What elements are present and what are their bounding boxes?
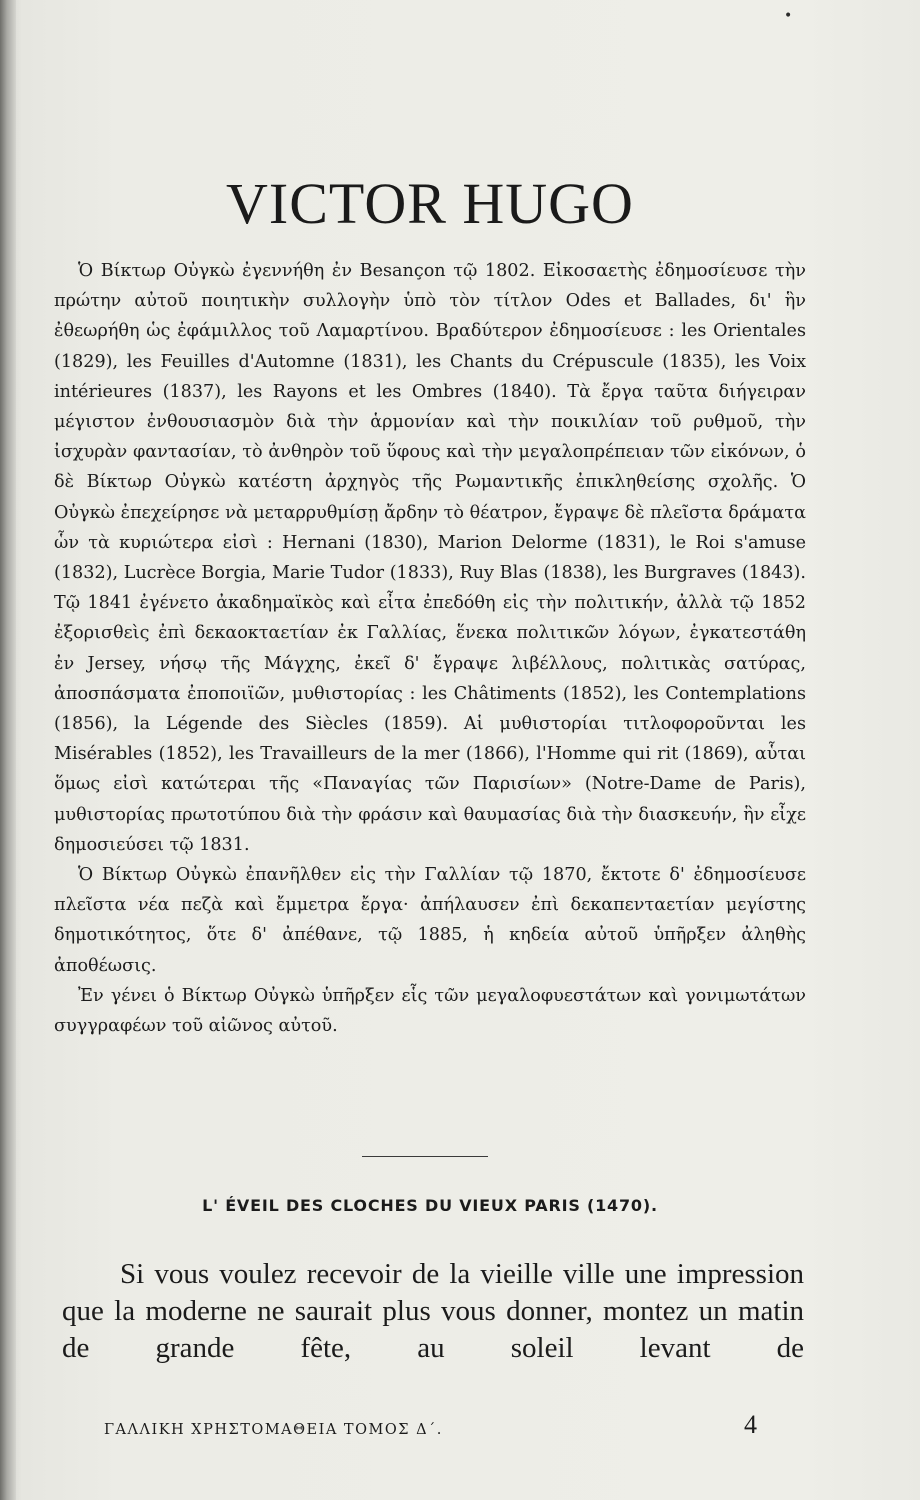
section-heading: L' ÉVEIL DES CLOCHES DU VIEUX PARIS (1470).	[202, 1196, 658, 1215]
page-number: 4	[744, 1410, 757, 1439]
biography-paragraph: Ὁ Βίκτωρ Οὐγκὼ ἐγεννήθη ἐν Besançon τῷ 1802. Εἰκοσαετὴς ἐδημοσίευσε τὴν πρώτην αὐτοῦ ποιητικὴν συλλογὴν ὑπὸ τὸν τίτλον Odes et Ballades, δι' ἣν ἐθεωρήθη ὡς ἐφάμιλλος τοῦ Λαμαρτίνου. Βραδύτερον ἐδημοσίευσε : les Orientales (1829), les Feuilles d'Automne (1831), les Chants du Crépuscule (1835), les Voix intérieures (1837), les Rayons et les Ombres (1840). Τὰ ἔργα ταῦτα διήγειραν μέγιστον ἐνθουσιασμὸν διὰ τὴν ἁρμονίαν καὶ τὴν ποικιλίαν τοῦ ρυθμοῦ, τὴν ἰσχυρὰν φαντασίαν, τὸ ἀνθηρὸν τοῦ ὕφους καὶ τὴν μεγαλοπρέπειαν τῶν εἰκόνων, ὁ δὲ Βίκτωρ Οὐγκὼ κατέστη ἀρχηγὸς τῆς Ρωμαντικῆς ἐπικληθείσης σχολῆς. Ὁ Οὐγκὼ ἐπεχείρησε νὰ μεταρρυθμίσῃ ἄρδην τὸ θέατρον, ἔγραψε δὲ πλεῖστα δράματα ὧν τὰ κυριώτερα εἰσὶ : Hernani (1830), Marion Delorme (1831), le Roi s'amuse (1832), Lucrèce Borgia, Marie Tudor (1833), Ruy Blas (1838), les Burgraves (1843). Τῷ 1841 ἐγένετο ἀκαδημαϊκὸς καὶ εἶτα ἐπεδόθη εἰς τὴν πολιτικήν, ἀλλὰ τῷ 1852 ἐξορισθεὶς ἐπὶ δεκαοκταετίαν ἐκ Γαλλίας, ἕνεκα πολιτικῶν λόγων, ἐγκατεστάθη ἐν Jersey, νήσῳ τῆς Μάγχης, ἐκεῖ δ' ἔγραψε λιβέλλους, πολιτικὰς σατύρας, ἀποσπάσματα ἐποποιϊῶν, μυθιστορίας : les Châtiments (1852), les Contemplations (1856), la Légende des Siècles (1859). Αἱ μυθιστορίαι τιτλοφοροῦνται les Misérables (1852), les Travailleurs de la mer (1866), l'Homme qui rit (1869), αὗται ὅμως εἰσὶ κατώτεραι τῆς «Παναγίας τῶν Παρισίων» (Notre-Dame de Paris), μυθιστορίας πρωτοτύπου διὰ τὴν φράσιν καὶ θαυμασίας διὰ τὴν διασκευήν, ἣν εἶχε δημοσιεύσει τῷ 1831.	[54, 261, 806, 855]
running-footer: ΓΑΛΛΙΚΗ ΧΡΗΣΤΟΜΑΘΕΙΑ ΤΟΜΟΣ Δ΄.	[104, 1422, 443, 1438]
biography-text	[54, 256, 806, 1041]
corner-mark: •	[784, 8, 793, 24]
section-divider	[362, 1156, 488, 1157]
biography-paragraph: Ἐν γένει ὁ Βίκτωρ Οὐγκὼ ὑπῆρξεν εἷς τῶν μεγαλοφυεστάτων καὶ γονιμωτάτων συγγραφέων τοῦ αἰῶνος αὐτοῦ.	[54, 985, 806, 1037]
biography-paragraph: Ὁ Βίκτωρ Οὐγκὼ ἐπανῆλθεν εἰς τὴν Γαλλίαν τῷ 1870, ἔκτοτε δ' ἐδημοσίευσε πλεῖστα νέα πεζὰ καὶ ἔμμετρα ἔργα· ἀπήλαυσεν ἐπὶ δεκαπενταετίαν μεγίστης δημοτικότητος, ὅτε δ' ἀπέθανε, τῷ 1885, ἡ κηδεία αὐτοῦ ὑπῆρξεν ἀληθὴς ἀποθέωσις.	[54, 865, 806, 976]
page-title: VICTOR HUGO	[226, 171, 634, 236]
excerpt-text: Si vous voulez recevoir de la vieille ville une impression que la moderne ne saurait plus vous donner, montez un matin de grande fête, au soleil levant de	[62, 1258, 804, 1364]
